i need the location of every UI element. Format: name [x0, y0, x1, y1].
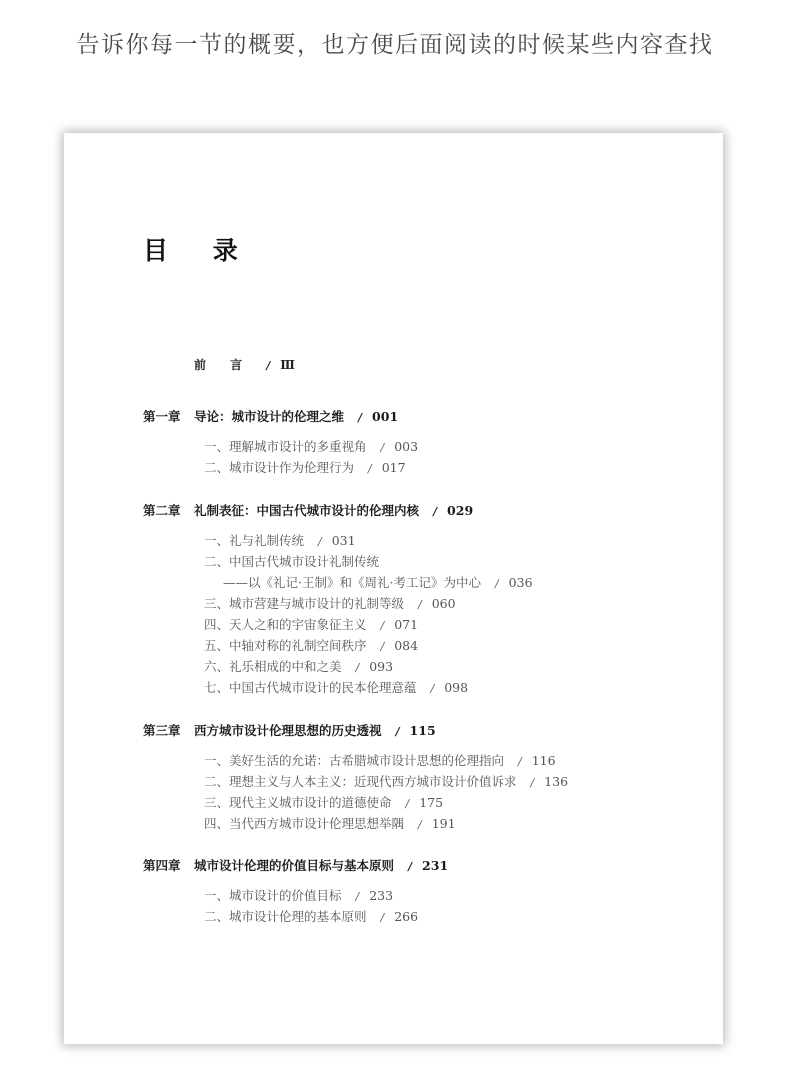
separator: / — [430, 682, 435, 695]
page-number: 031 — [331, 533, 356, 548]
toc-section[interactable] — [204, 888, 393, 905]
chapter-number: 第四章 — [143, 858, 181, 873]
separator: / — [368, 462, 372, 475]
toc-section[interactable] — [204, 638, 418, 655]
toc-section[interactable] — [204, 439, 418, 456]
section-label: 一、城市设计的价值目标 — [204, 888, 342, 903]
toc-section[interactable] — [204, 909, 418, 926]
toc-section[interactable] — [204, 795, 443, 812]
preface-label: 前 言 — [194, 358, 253, 372]
page-number: 071 — [394, 617, 419, 632]
section-label: 一、礼与礼制传统 — [204, 533, 305, 548]
toc-section[interactable] — [204, 816, 456, 833]
page-number: 116 — [531, 753, 556, 768]
toc-chapter-4[interactable] — [143, 858, 448, 875]
page-number: 098 — [444, 680, 469, 695]
separator: / — [518, 755, 522, 768]
separator: / — [405, 797, 410, 810]
chapter-number: 第二章 — [143, 503, 181, 518]
section-label: 二、城市设计伦理的基本原则 — [204, 909, 367, 924]
section-label: 三、现代主义城市设计的道德使命 — [204, 795, 392, 810]
toc-chapter-3[interactable] — [143, 723, 436, 740]
separator: / — [355, 661, 360, 674]
chapter-title: 城市设计伦理的价值目标与基本原则 — [194, 858, 395, 873]
separator: / — [433, 505, 438, 518]
page-number: 136 — [544, 774, 569, 789]
toc-section[interactable] — [204, 774, 568, 791]
section-label: 一、理解城市设计的多重视角 — [204, 439, 367, 454]
separator: / — [494, 577, 499, 590]
section-label: 二、中国古代城市设计礼制传统 — [204, 554, 380, 569]
toc-section[interactable] — [204, 680, 468, 697]
toc-section[interactable] — [204, 554, 379, 570]
toc-preface[interactable] — [194, 357, 295, 374]
separator: / — [380, 911, 385, 924]
section-subtitle: ——以《礼记·王制》和《周礼·考工记》为中心 — [223, 575, 481, 590]
page-number: 175 — [419, 795, 444, 810]
toc-section[interactable] — [204, 596, 456, 613]
page-number: 093 — [369, 659, 394, 674]
caption-banner: 告诉你每一节的概要，也方便后面阅读的时候某些内容查找 — [76, 32, 714, 58]
toc-chapter-1[interactable] — [143, 409, 398, 426]
toc-section[interactable] — [204, 533, 356, 550]
page-number: Ⅲ — [280, 358, 295, 372]
page-number: 266 — [394, 909, 419, 924]
chapter-number: 第三章 — [143, 723, 181, 738]
page-number: 233 — [369, 888, 394, 903]
section-label: 四、天人之和的宇宙象征主义 — [204, 617, 367, 632]
book-page — [64, 133, 723, 1044]
chapter-title: 礼制表征：中国古代城市设计的伦理内核 — [194, 503, 420, 518]
chapter-title: 导论：城市设计的伦理之维 — [194, 409, 345, 424]
separator: / — [418, 818, 422, 831]
separator: / — [408, 860, 413, 873]
toc-section[interactable] — [204, 659, 393, 676]
page-number: 017 — [381, 460, 406, 475]
separator: / — [380, 619, 385, 632]
section-label: 五、中轴对称的礼制空间秩序 — [204, 638, 367, 653]
section-label: 六、礼乐相成的中和之美 — [204, 659, 342, 674]
section-label: 三、城市营建与城市设计的礼制等级 — [204, 596, 405, 611]
page-number: 115 — [409, 723, 436, 738]
page-number: 036 — [508, 575, 533, 590]
page-number: 231 — [422, 858, 449, 873]
toc-section[interactable] — [204, 460, 406, 477]
separator: / — [266, 359, 271, 372]
separator: / — [395, 725, 400, 738]
page-number: 001 — [372, 409, 399, 424]
toc-chapter-2[interactable] — [143, 503, 473, 520]
toc-section[interactable] — [204, 617, 418, 634]
section-label: 四、当代西方城市设计伦理思想举隅 — [204, 816, 405, 831]
toc-section-continuation[interactable] — [223, 575, 533, 592]
section-label: 一、美好生活的允诺：古希腊城市设计思想的伦理指向 — [204, 753, 505, 768]
page-number: 003 — [394, 439, 419, 454]
separator: / — [358, 411, 363, 424]
separator: / — [530, 776, 535, 789]
chapter-number: 第一章 — [143, 409, 181, 424]
page-number: 191 — [431, 816, 456, 831]
page-number: 060 — [431, 596, 456, 611]
separator: / — [355, 890, 360, 903]
chapter-title: 西方城市设计伦理思想的历史透视 — [194, 723, 382, 738]
page-number: 084 — [394, 638, 419, 653]
page-number: 029 — [447, 503, 474, 518]
toc-section[interactable] — [204, 753, 556, 770]
section-label: 二、理想主义与人本主义：近现代西方城市设计价值诉求 — [204, 774, 517, 789]
separator: / — [380, 441, 385, 454]
separator: / — [318, 535, 322, 548]
section-label: 七、中国古代城市设计的民本伦理意蕴 — [204, 680, 417, 695]
separator: / — [418, 598, 422, 611]
section-label: 二、城市设计作为伦理行为 — [204, 460, 355, 475]
separator: / — [380, 640, 385, 653]
toc-title: 目 录 — [143, 236, 256, 265]
